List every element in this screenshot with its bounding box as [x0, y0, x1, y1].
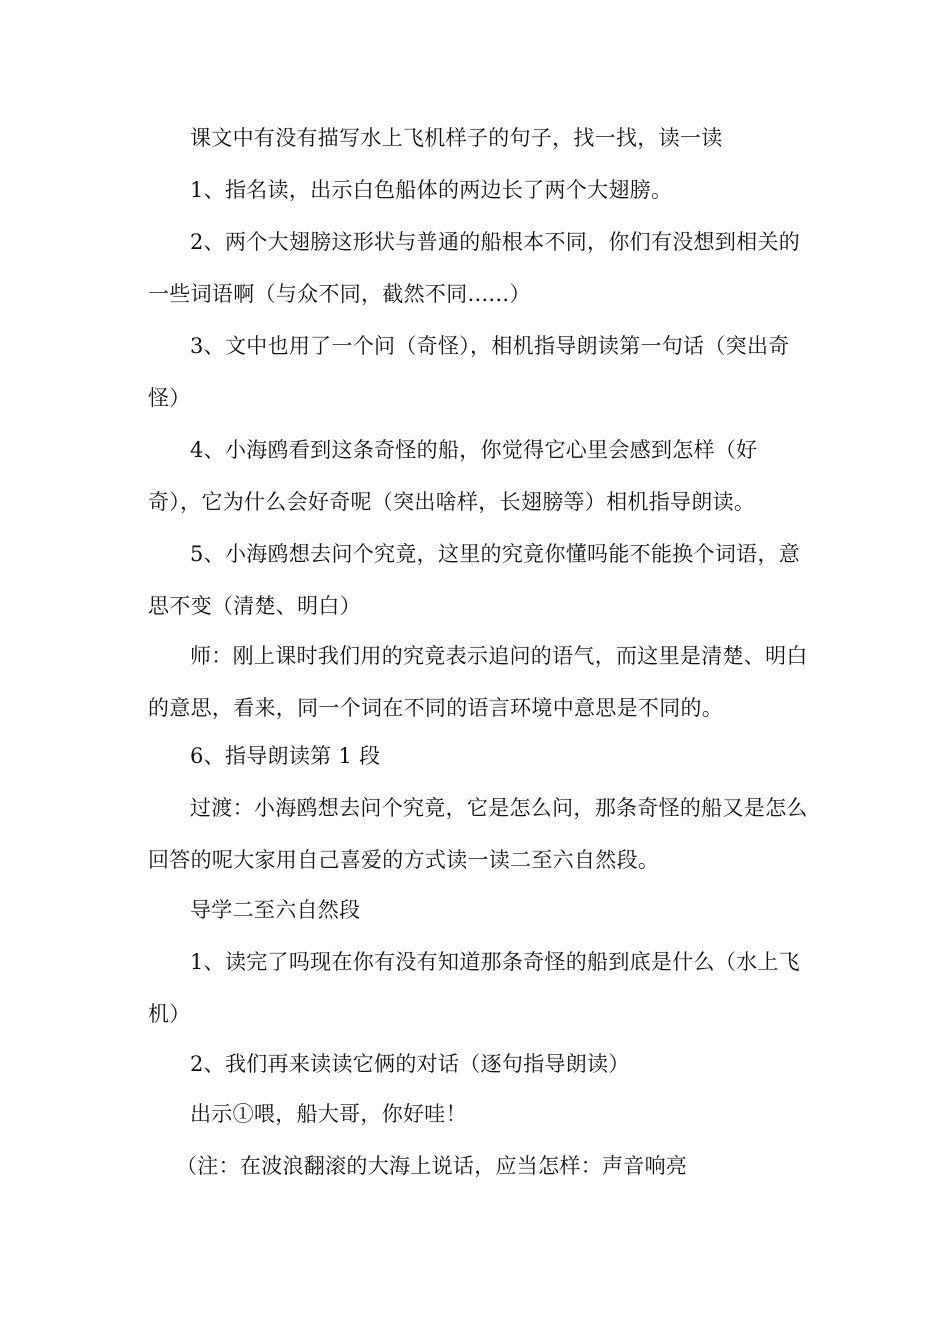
paragraph-section-heading: 导学二至六自然段: [190, 898, 361, 922]
paragraph-step-6: 6、指导朗读第 1 段: [190, 744, 381, 768]
paragraph-step-1: 1、指名读，出示白色船体的两边长了两个大翅膀。: [190, 178, 673, 202]
paragraph-transition: 过渡：小海鸥想去问个究竟，它是怎么问，那条奇怪的船又是怎么回答的呢大家用自己喜爱的方式读一读二至六自然段。: [148, 796, 808, 872]
paragraph-teacher-note: 师：刚上课时我们用的究竟表示追问的语气，而这里是清楚、明白的意思，看来，同一个词在不同的语言环境中意思是不同的。: [148, 644, 808, 720]
paragraph-step-5: 5、小海鸥想去问个究竟，这里的究竟你懂吗能不能换个词语，意思不变（清楚、明白）: [148, 542, 801, 618]
paragraph-show-1: 出示①喂，船大哥，你好哇！: [190, 1102, 467, 1126]
paragraph-step-4: 4、小海鸥看到这条奇怪的船，你觉得它心里会感到怎样（好奇），它为什么会好奇呢（突出啥样，长翅膀等）相机指导朗读。: [148, 438, 758, 514]
paragraph-guide-1: 1、读完了吗现在你有没有知道那条奇怪的船到底是什么（水上飞机）: [148, 950, 801, 1026]
paragraph-intro: 课文中有没有描写水上飞机样子的句子，找一找，读一读: [190, 126, 723, 150]
paragraph-step-3: 3、文中也用了一个问（奇怪），相机指导朗读第一句话（突出奇怪）: [148, 334, 790, 410]
paragraph-note: （注：在波浪翻滚的大海上说话，应当怎样：声音响亮: [176, 1154, 688, 1178]
paragraph-step-2: 2、两个大翅膀这形状与普通的船根本不同，你们有没想到相关的一些词语啊（与众不同，截然不同......）: [148, 230, 801, 306]
paragraph-guide-2: 2、我们再来读读它俩的对话（逐句指导朗读）: [190, 1052, 630, 1076]
